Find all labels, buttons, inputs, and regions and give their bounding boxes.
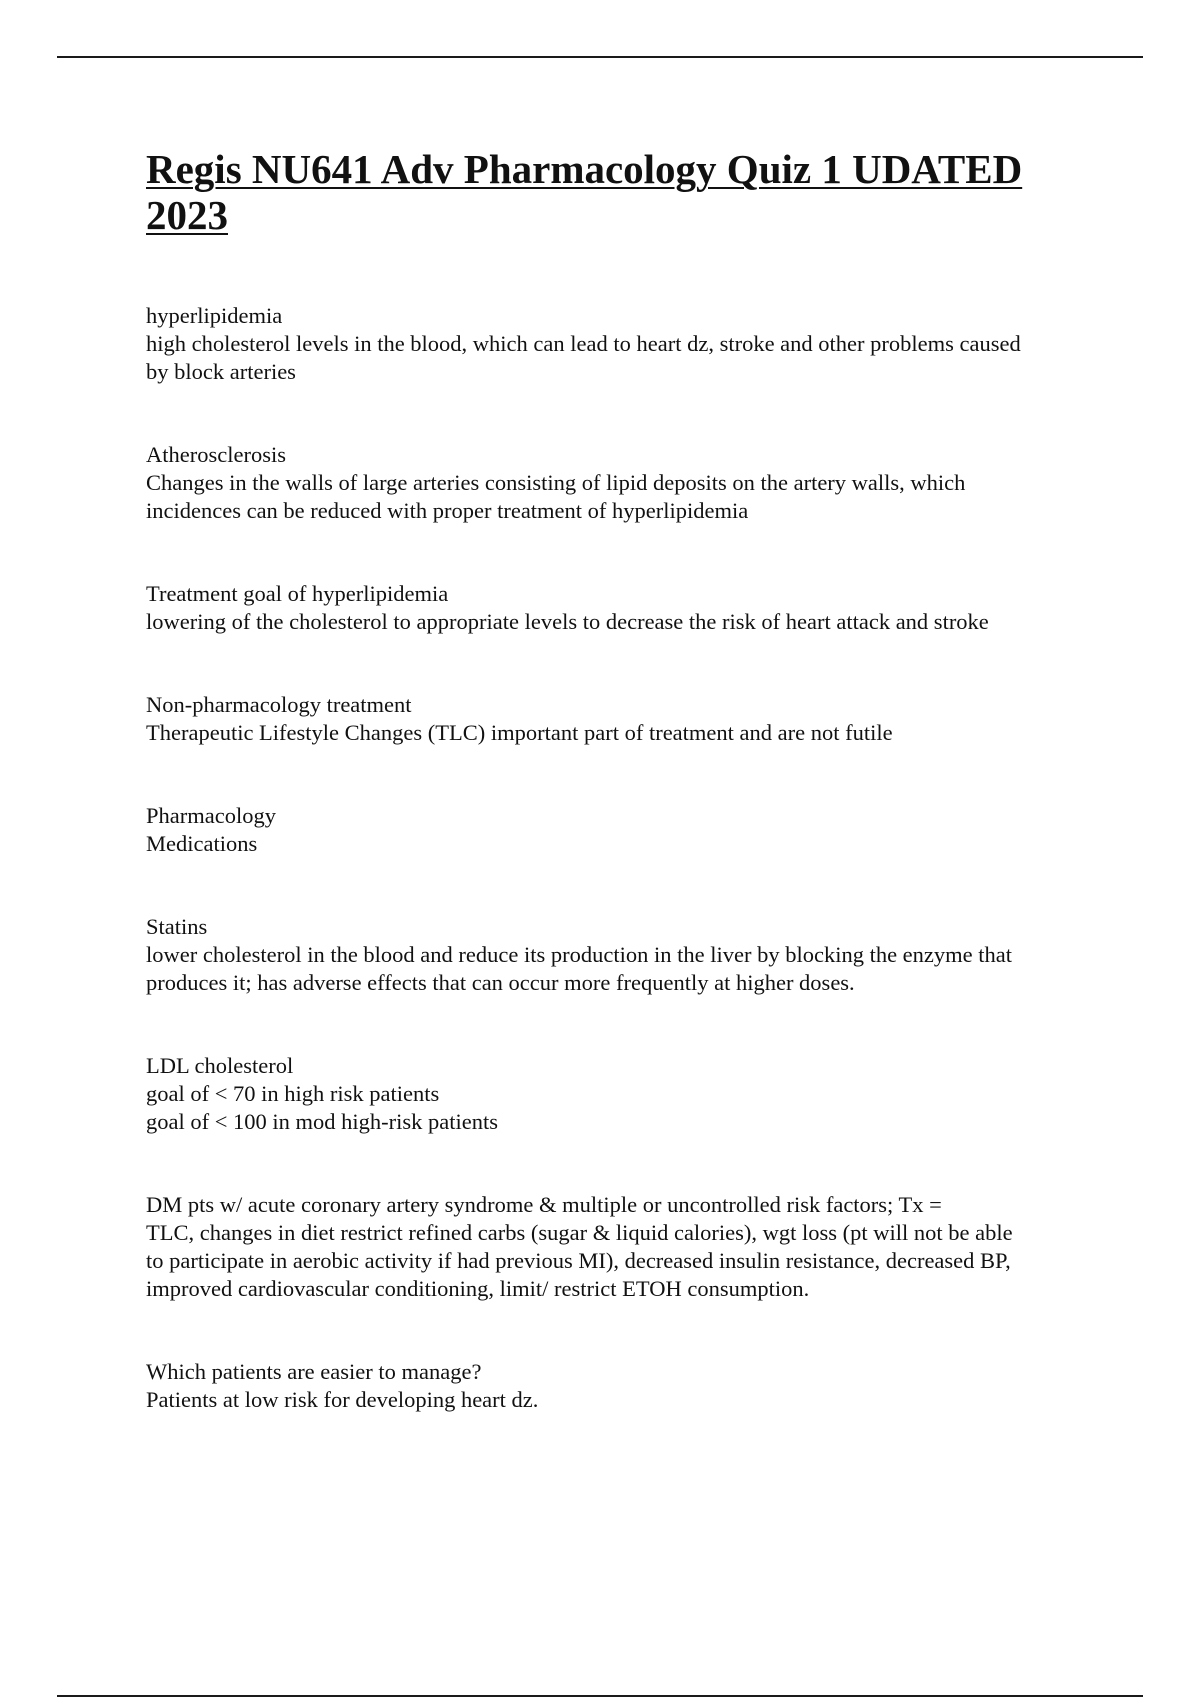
flashcard-list — [146, 302, 1106, 1414]
flashcard-definition-line: TLC, changes in diet restrict refined carbs (sugar & liquid calories), wgt loss (pt will not be able — [146, 1220, 1013, 1245]
flashcard-entry — [146, 580, 1106, 636]
top-divider — [57, 56, 1143, 58]
flashcard-entry — [146, 441, 1106, 525]
flashcard-entry — [146, 691, 1106, 747]
flashcard-definition-line: improved cardiovascular conditioning, limit/ restrict ETOH consumption. — [146, 1276, 810, 1301]
flashcard-term: Statins — [146, 914, 208, 939]
flashcard-term: hyperlipidemia — [146, 303, 283, 328]
flashcard-definition-line: high cholesterol levels in the blood, which can lead to heart dz, stroke and other problems caused — [146, 331, 1021, 356]
document-title: Regis NU641 Adv Pharmacology Quiz 1 UDATED 2023 — [146, 146, 1023, 238]
flashcard-definition-line: goal of < 100 in mod high-risk patients — [146, 1109, 499, 1134]
flashcard-entry — [146, 802, 1106, 858]
flashcard-term: LDL cholesterol — [146, 1053, 294, 1078]
flashcard-definition-line: lowering of the cholesterol to appropriate levels to decrease the risk of heart attack and stroke — [146, 609, 989, 634]
flashcard-definition-line: produces it; has adverse effects that can occur more frequently at higher doses. — [146, 970, 855, 995]
flashcard-term: Atherosclerosis — [146, 442, 286, 467]
flashcard-definition-line: Medications — [146, 831, 258, 856]
flashcard-definition-line: Changes in the walls of large arteries consisting of lipid deposits on the artery walls, which — [146, 470, 966, 495]
flashcard-definition-line: goal of < 70 in high risk patients — [146, 1081, 440, 1106]
flashcard-entry — [146, 1191, 1106, 1303]
flashcard-definition-line: to participate in aerobic activity if had previous MI), decreased insulin resistance, decreased BP, — [146, 1248, 1011, 1273]
flashcard-term: Pharmacology — [146, 803, 276, 828]
flashcard-definition-line: Patients at low risk for developing heart dz. — [146, 1387, 539, 1412]
flashcard-definition-line: incidences can be reduced with proper treatment of hyperlipidemia — [146, 498, 749, 523]
flashcard-term: DM pts w/ acute coronary artery syndrome & multiple or uncontrolled risk factors; Tx = — [146, 1192, 942, 1217]
flashcard-term: Which patients are easier to manage? — [146, 1359, 482, 1384]
flashcard-entry — [146, 302, 1106, 386]
flashcard-entry — [146, 1052, 1106, 1136]
bottom-divider — [57, 1695, 1143, 1697]
document-body — [146, 146, 1106, 1469]
flashcard-term: Treatment goal of hyperlipidemia — [146, 581, 449, 606]
flashcard-definition-line: lower cholesterol in the blood and reduce its production in the liver by blocking the enzyme that — [146, 942, 1013, 967]
flashcard-term: Non-pharmacology treatment — [146, 692, 412, 717]
flashcard-definition-line: by block arteries — [146, 359, 296, 384]
flashcard-entry — [146, 1358, 1106, 1414]
flashcard-definition-line: Therapeutic Lifestyle Changes (TLC) important part of treatment and are not futile — [146, 720, 893, 745]
flashcard-entry — [146, 913, 1106, 997]
